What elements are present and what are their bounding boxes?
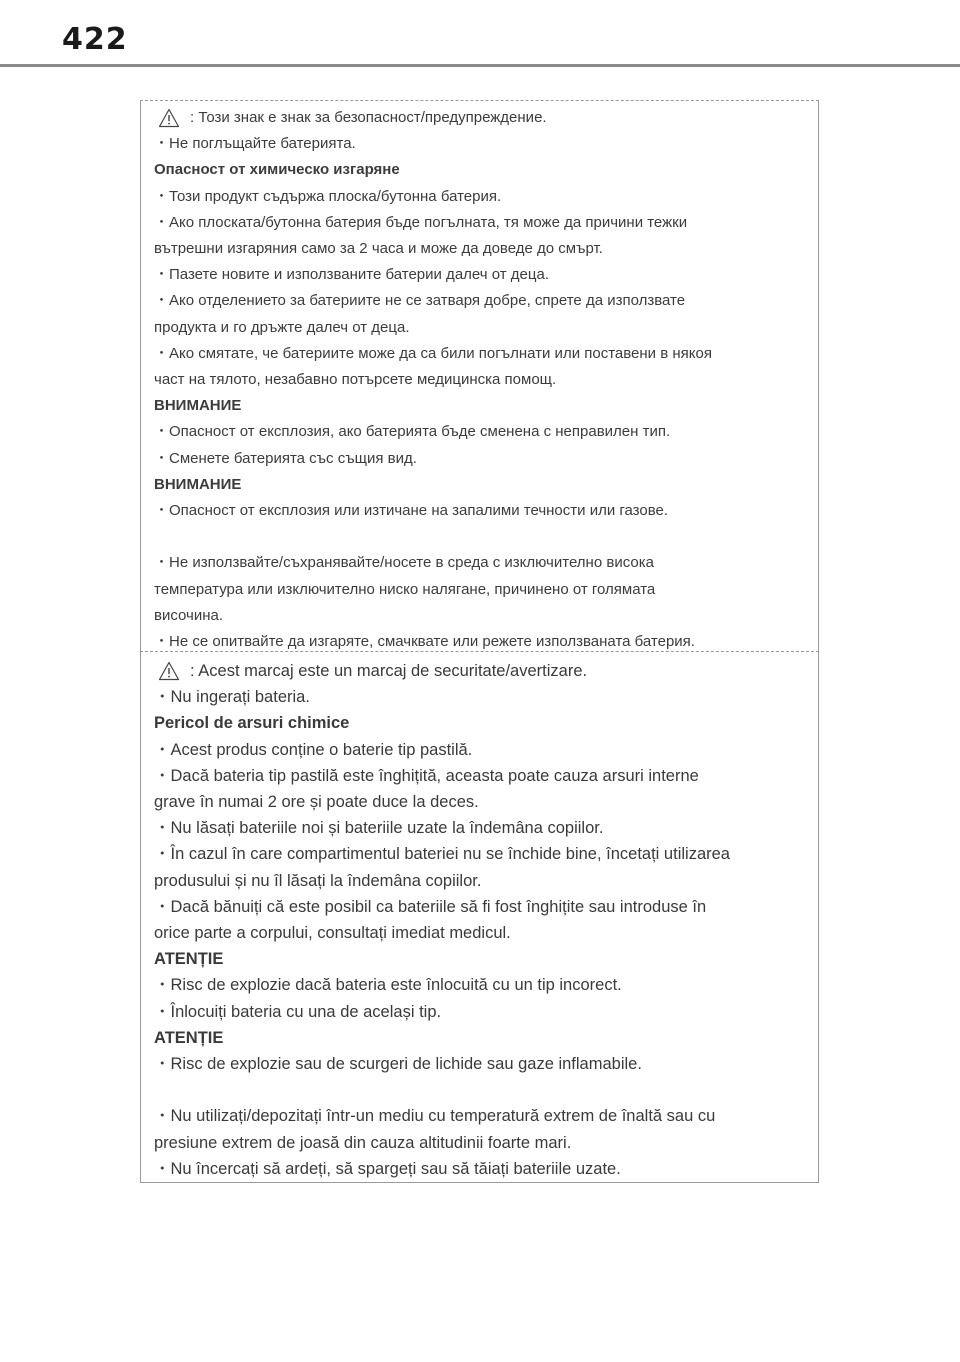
text-line: orice parte a corpului, consultați imediat medicul. bbox=[154, 924, 511, 943]
text-line: ・Сменете батерията със същия вид. bbox=[154, 449, 417, 467]
romanian-symbol-line bbox=[154, 658, 818, 684]
text-line: ・În cazul în care compartimentul bateriei nu se închide bine, încetați utilizarea bbox=[154, 845, 730, 864]
text-line: ・Dacă bateria tip pastilă este înghițită, aceasta poate cauza arsuri interne bbox=[154, 766, 699, 785]
section-heading: Опасност от химическо изгаряне bbox=[154, 161, 400, 179]
romanian-safety-notice bbox=[140, 652, 819, 1183]
spacer-line bbox=[154, 1077, 818, 1103]
section-heading: Pericol de arsuri chimice bbox=[154, 714, 350, 733]
text-line: ・Ако плоската/бутонна батерия бъде погълната, тя може да причини тежки bbox=[154, 213, 688, 231]
section-heading: ВНИМАНИЕ bbox=[154, 397, 242, 415]
text-line: ・Опасност от експлозия, ако батерията бъде сменена с неправилен тип. bbox=[154, 423, 671, 441]
section-heading: ВНИМАНИЕ bbox=[154, 475, 242, 493]
text-line: ・Risc de explozie sau de scurgeri de lichide sau gaze inflamabile. bbox=[154, 1055, 642, 1074]
text-line: продукта и го дръжте далеч от деца. bbox=[154, 318, 410, 336]
text-line: ・Ако смятате, че батериите може да са били погълнати или поставени в някоя bbox=[154, 344, 712, 362]
text-line: височина. bbox=[154, 606, 224, 624]
text-line: presiune extrem de joasă din cauza altitudinii foarte mari. bbox=[154, 1133, 572, 1152]
bulgarian-symbol-text: : Този знак е знак за безопасност/предупреждение. bbox=[190, 109, 547, 126]
bulgarian-lines bbox=[154, 131, 818, 655]
bulgarian-safety-notice bbox=[140, 100, 819, 652]
text-line: ・Пазете новите и използваните батерии далеч от деца. bbox=[154, 266, 549, 284]
page-number: 422 bbox=[62, 22, 128, 57]
text-line: ・Nu utilizați/depozitați într-un mediu cu temperatură extrem de înaltă sau cu bbox=[154, 1107, 716, 1126]
warning-triangle-icon bbox=[158, 661, 180, 681]
warning-triangle-icon bbox=[158, 108, 180, 128]
text-line: ・Nu ingerați bateria. bbox=[154, 688, 310, 707]
text-line: ・Acest produs conține o baterie tip pastilă. bbox=[154, 740, 473, 759]
text-line: ・Не използвайте/съхранявайте/носете в среда с изключително висока bbox=[154, 554, 654, 572]
romanian-symbol-text: : Acest marcaj este un marcaj de securitate/avertizare. bbox=[190, 662, 588, 680]
text-line: ・Ако отделението за батериите не се затваря добре, спрете да използвате bbox=[154, 292, 686, 310]
text-line: ・Dacă bănuiți că este posibil ca bateriile să fi fost înghițite sau introduse în bbox=[154, 897, 707, 916]
text-line: ・Този продукт съдържа плоска/бутонна батерия. bbox=[154, 187, 502, 205]
text-line: grave în numai 2 ore și poate duce la deces. bbox=[154, 793, 479, 812]
text-line: ・Не поглъщайте батерията. bbox=[154, 135, 356, 153]
section-heading: ATENȚIE bbox=[154, 1028, 224, 1047]
text-line: ・Опасност от експлозия или изтичане на запалими течности или газове. bbox=[154, 502, 669, 520]
text-line: част на тялото, незабавно потърсете медицинска помощ. bbox=[154, 371, 557, 389]
text-line: температура или изключително ниско налягане, причинено от голямата bbox=[154, 580, 656, 598]
text-line: produsului și nu îl lăsați la îndemâna copiilor. bbox=[154, 871, 482, 890]
text-line: ・Nu încercați să ardeți, să spargeți sau să tăiați bateriile uzate. bbox=[154, 1159, 621, 1178]
text-line: ・Не се опитвайте да изгаряте, смачквате или режете използваната батерия. bbox=[154, 633, 695, 651]
spacer-line bbox=[154, 524, 818, 550]
text-line: вътрешни изгаряния само за 2 часа и може да доведе до смърт. bbox=[154, 240, 603, 258]
text-line: ・Nu lăsați bateriile noi și bateriile uzate la îndemâna copiilor. bbox=[154, 819, 604, 838]
header-rule bbox=[0, 64, 960, 67]
section-heading: ATENȚIE bbox=[154, 950, 224, 969]
text-line: ・Înlocuiți bateria cu una de același tip. bbox=[154, 1002, 442, 1021]
text-line: ・Risc de explozie dacă bateria este înlocuită cu un tip incorect. bbox=[154, 976, 622, 995]
romanian-lines bbox=[154, 684, 818, 1182]
bulgarian-symbol-line bbox=[154, 105, 818, 131]
